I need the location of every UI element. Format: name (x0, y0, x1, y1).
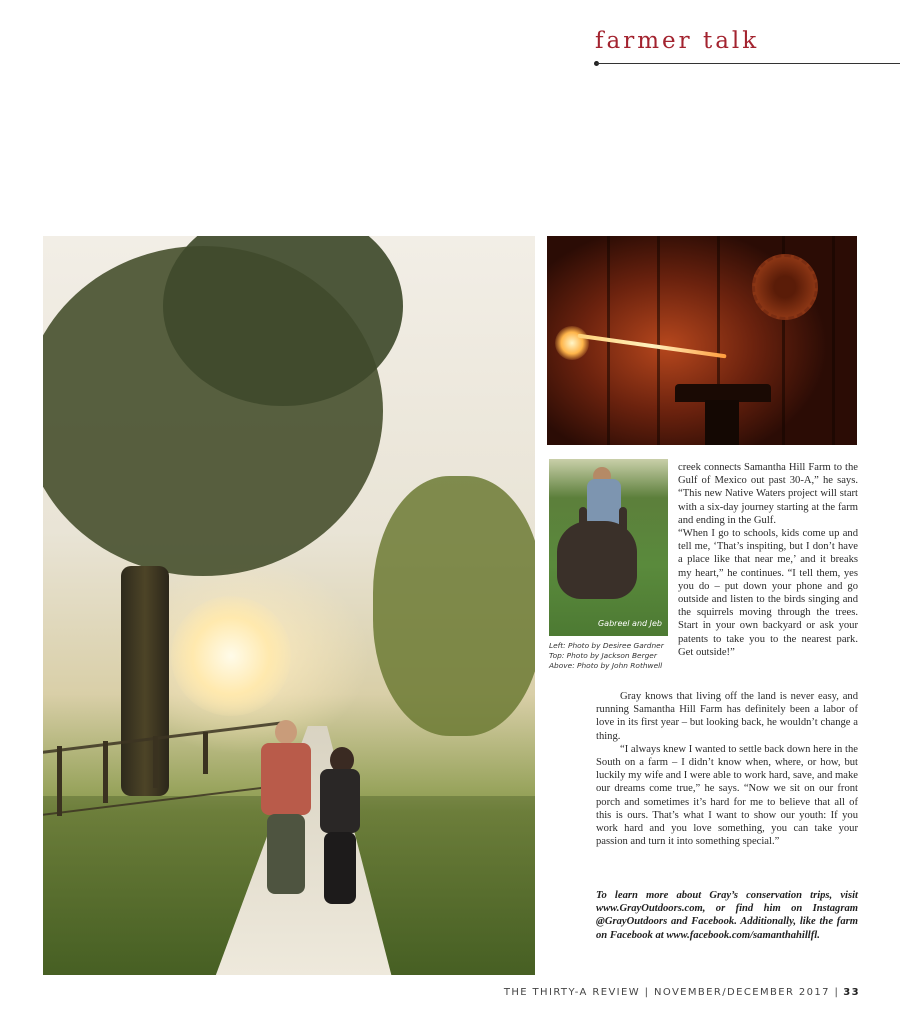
credit-line: Top: Photo by Jackson Berger (549, 651, 657, 660)
fence-post (103, 741, 108, 803)
saw-blade (752, 254, 818, 320)
fence-post (153, 736, 158, 788)
article-column-narrow (678, 461, 858, 659)
torch-flame (555, 326, 589, 360)
man-figure-head (275, 720, 297, 744)
article-column-wide (596, 690, 858, 848)
man-with-donkey-photo (549, 459, 668, 636)
paragraph: “When I go to schools, kids come up and tell me, ‘That’s inspiting, but I don’t have a place like that near me,’ and it breaks my heart,” he continues. “I tell them, yes you do – put down your phone and go outside and listen to the birds singing and the squirrels moving through the trees. Start in your own backyard or ask your patents to take you to the nearest park. Get outside!” (678, 528, 858, 658)
sun-glow (171, 596, 291, 716)
anvil-base (705, 400, 739, 445)
page-number: 33 (843, 987, 860, 998)
fence-post (57, 746, 62, 816)
publication-name: THE THIRTY-A REVIEW | NOVEMBER/DECEMBER 2017 | (503, 987, 840, 998)
call-to-action: To learn more about Gray’s conservation trips, visit www.GrayOutdoors.com, or find him on Instagram @GrayOutdoors and Facebook. Additionally, like the farm on Facebook at www.facebook.com/samanthahillfl. (596, 890, 858, 941)
paragraph: Gray knows that living off the land is never easy, and running Samantha Hill Farm has definitely been a labor of love in its first year – but looking back, he wouldn’t change a thing. (596, 691, 858, 742)
blacksmith-forge-photo (547, 236, 857, 445)
photo-credits (549, 641, 671, 671)
wall-plank (832, 236, 835, 445)
man-figure-shirt (261, 743, 311, 815)
tree-right (373, 476, 535, 736)
spark-trail (577, 334, 726, 359)
man-body (587, 479, 621, 527)
photo-caption: Gabreel and Jeb (597, 619, 662, 628)
section-rule (596, 63, 900, 64)
woman-figure-legs (324, 832, 356, 904)
page-footer (504, 987, 860, 998)
couple-walking-photo (43, 236, 535, 975)
section-title: farmer talk (595, 28, 760, 54)
credit-line: Left: Photo by Desiree Gardner (549, 641, 664, 650)
wall-plank (657, 236, 660, 445)
man-figure-legs (267, 814, 305, 894)
paragraph: creek connects Samantha Hill Farm to the Gulf of Mexico out past 30-A,” he says. “This new Native Waters project will start with a six-day journey starting at the farm and ending in the Gulf. (678, 462, 858, 526)
fence-post (203, 732, 208, 774)
credit-line: Above: Photo by John Rothwell (549, 661, 663, 670)
woman-figure-top (320, 769, 360, 833)
paragraph: “I always knew I wanted to settle back down here in the South on a farm – I didn’t know when, where, or how, but luckily my wife and I were able to work hard, save, and make our dreams come true,” he says. “Now we sit on our front porch and sometimes it’s hard for me to believe that all of this is ours. That’s what I want to show our youth: If you work hard and you love something, you can take your passion and turn it into something special.” (596, 743, 858, 848)
donkey (557, 521, 637, 599)
